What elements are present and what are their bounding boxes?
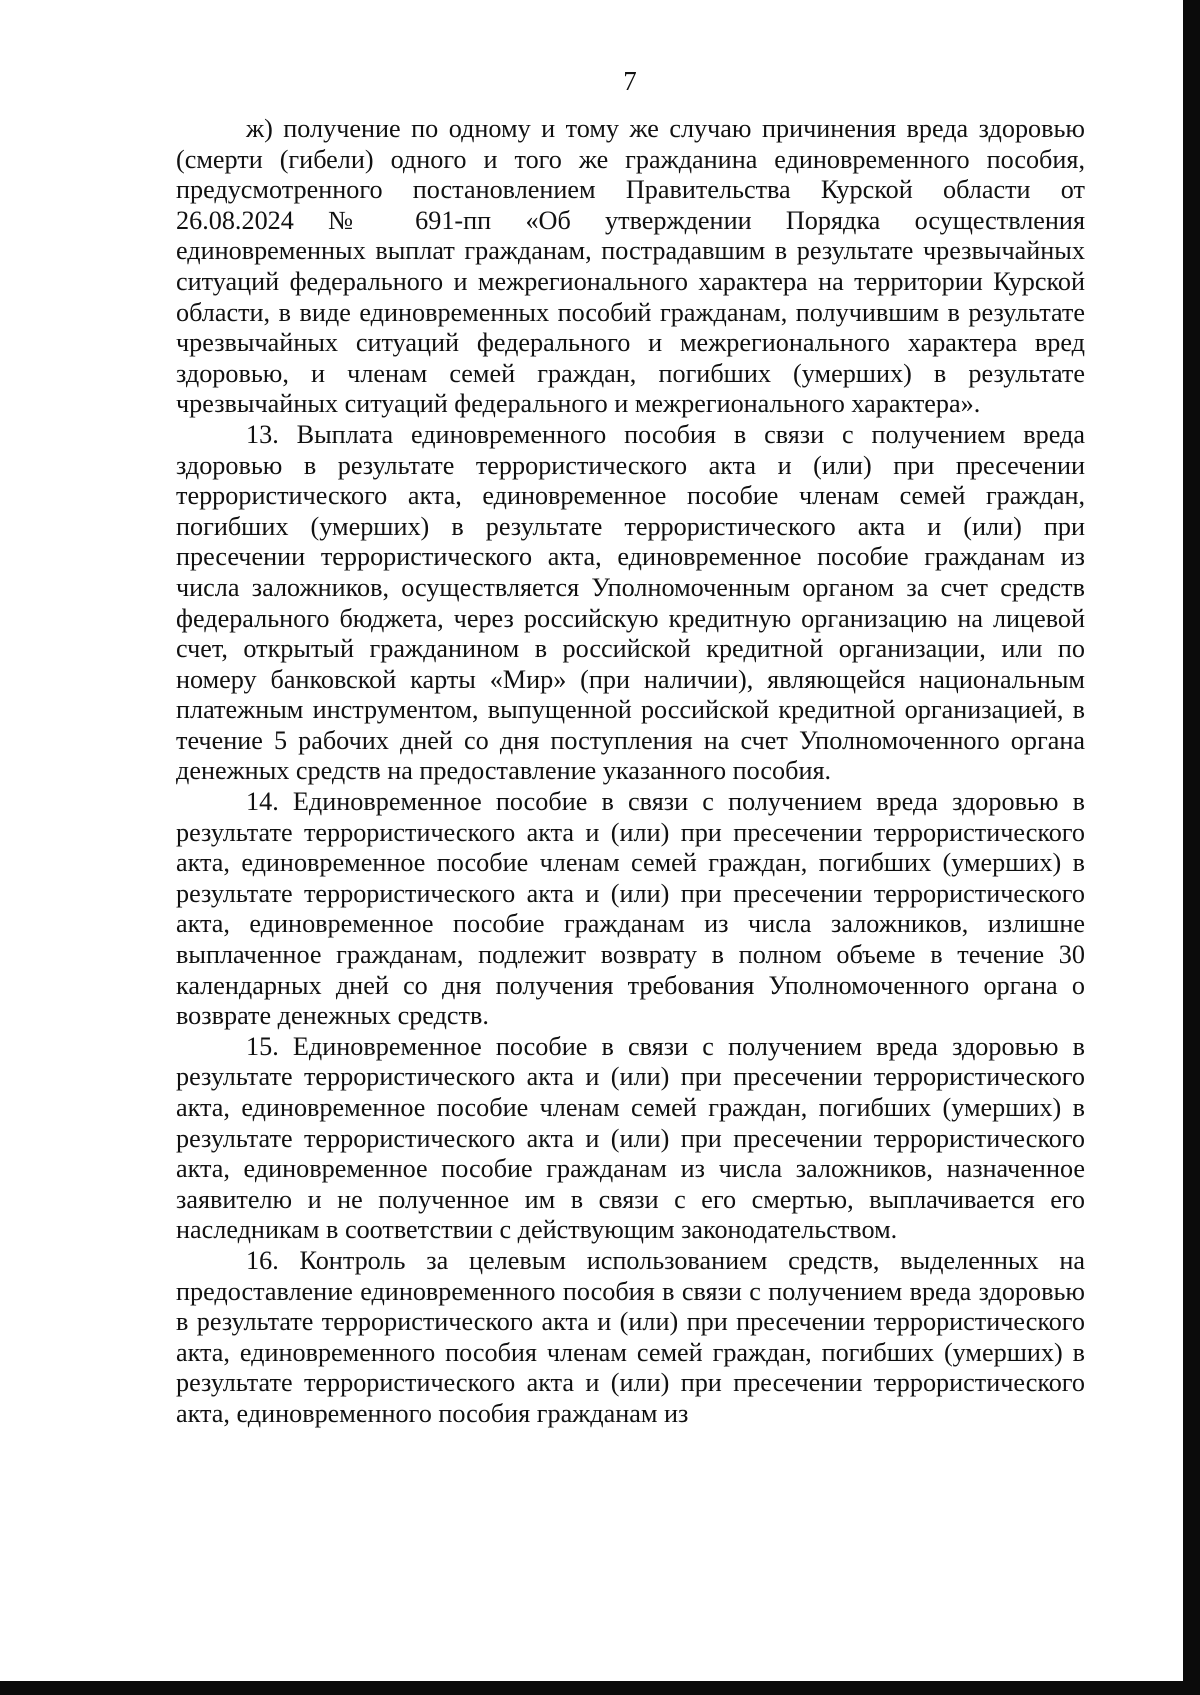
paragraph-item-zh: ж) получение по одному и тому же случаю причинения вреда здоровью (смерти (гибели) одного и того же гражданина единовременного пособия, предусмотренного постановлением Правительства Курской области от 26.08.2024 № 691-пп «Об утверждении Порядка осуществления единовременных выплат гражданам, пострадавшим в результате чрезвычайных ситуаций федерального и межрегионального характера на территории Курской области, в виде единовременных пособий гражданам, получившим в результате чрезвычайных ситуаций федерального и межрегионального характера вред здоровью, и членам семей граждан, погибших (умерших) в результате чрезвычайных ситуаций федерального и межрегионального характера». bbox=[176, 114, 1085, 419]
paragraph-15: 15. Единовременное пособие в связи с получением вреда здоровью в результате террористического акта и (или) при пресечении террористического акта, единовременное пособие членам семей граждан, погибших (умерших) в результате террористического акта и (или) при пресечении террористического акта, единовременное пособие гражданам из числа заложников, назначенное заявителю и не полученное им в связи с его смертью, выплачивается его наследникам в соответствии с действующим законодательством. bbox=[176, 1031, 1085, 1245]
paragraph-13: 13. Выплата единовременного пособия в связи с получением вреда здоровью в результате террористического акта и (или) при пресечении террористического акта, единовременное пособие членам семей граждан, погибших (умерших) в результате террористического акта и (или) при пресечении террористического акта, единовременное пособие гражданам из числа заложников, осуществляется Уполномоченным органом за счет средств федерального бюджета, через российскую кредитную организацию на лицевой счет, открытый гражданином в российской кредитной организации, или по номеру банковской карты «Мир» (при наличии), являющейся национальным платежным инструментом, выпущенной российской кредитной организацией, в течение 5 рабочих дней со дня поступления на счет Уполномоченного органа денежных средств на предоставление указанного пособия. bbox=[176, 419, 1085, 786]
document-body bbox=[176, 114, 1085, 1430]
scan-edge-bottom bbox=[0, 1681, 1200, 1695]
scan-edge-right bbox=[1183, 0, 1200, 1695]
paragraph-16: 16. Контроль за целевым использованием средств, выделенных на предоставление единовременного пособия в связи с получением вреда здоровью в результате террористического акта и (или) при пресечении террористического акта, единовременного пособия членам семей граждан, погибших (умерших) в результате террористического акта и (или) при пресечении террористического акта, единовременного пособия гражданам из bbox=[176, 1245, 1085, 1428]
paragraph-14: 14. Единовременное пособие в связи с получением вреда здоровью в результате террористического акта и (или) при пресечении террористического акта, единовременное пособие членам семей граждан, погибших (умерших) в результате террористического акта и (или) при пресечении террористического акта, единовременное пособие гражданам из числа заложников, излишне выплаченное гражданам, подлежит возврату в полном объеме в течение 30 календарных дней со дня получения требования Уполномоченного органа о возврате денежных средств. bbox=[176, 787, 1085, 1031]
page-number: 7 bbox=[623, 66, 637, 96]
